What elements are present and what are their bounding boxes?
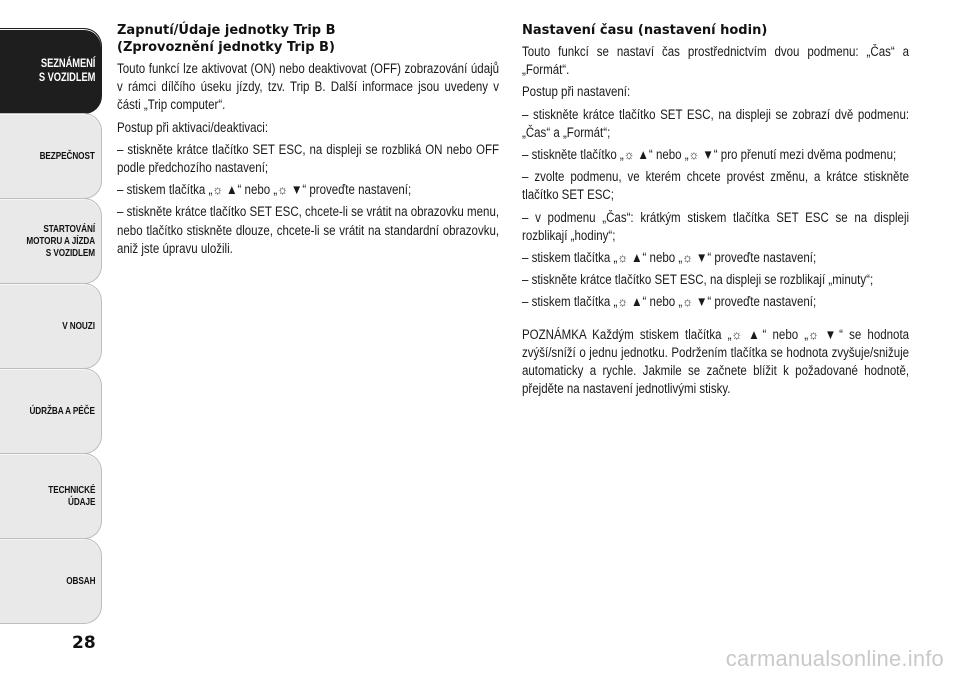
heading-line: Zapnutí/Údaje jednotky Trip B xyxy=(117,23,336,38)
heading-line: (Zprovoznění jednotky Trip B) xyxy=(117,40,335,55)
paragraph: Postup při nastavení: xyxy=(522,84,631,100)
paragraph: Touto funkcí se nastaví čas prostřednictvím dvou podmenu: „Čas“ a „Formát“. xyxy=(522,44,910,78)
section-heading-trip-b xyxy=(117,22,500,56)
chapter-sidebar xyxy=(0,28,102,623)
tab-seznameni-s-vozidlem[interactable] xyxy=(0,28,102,114)
left-column xyxy=(117,22,500,258)
watermark: carmanualsonline.info xyxy=(725,646,944,671)
page-number: 28 xyxy=(72,633,96,653)
paragraph: Postup při aktivaci/deaktivaci: xyxy=(117,119,269,135)
list-item: – stiskněte krátce tlačítko SET ESC, chcete-li se vrátit na obrazovku menu, nebo tlačítko stiskněte dlouze, chcete-li se vrátit na standardní obrazovku, aniž jste úpravu uložili. xyxy=(117,204,500,256)
list-item: – stiskněte tlačítko „☼ ▲“ nebo „☼ ▼“ pro přenutí mezi dvěma podmenu; xyxy=(522,147,897,163)
list-item: – stiskem tlačítka „☼ ▲“ nebo „☼ ▼“ proveďte nastavení; xyxy=(117,182,412,198)
list-item: – zvolte podmenu, ve kterém chcete provést změnu, a krátce stiskněte tlačítko SET ESC; xyxy=(522,169,910,203)
tab-label: ÚDRŽBA A PÉČE xyxy=(29,404,95,417)
right-column xyxy=(522,22,910,398)
list-item: – stiskem tlačítka „☼ ▲“ nebo „☼ ▼“ proveďte nastavení; xyxy=(522,250,817,266)
list-item: – stiskněte krátce tlačítko SET ESC, na displeji se rozblikají „minuty“; xyxy=(522,272,874,288)
note-paragraph: POZNÁMKA Každým stiskem tlačítka „☼ ▲“ nebo „☼ ▼“ se hodnota zvýší/sníží o jednu jednotku. Podržením tlačítka se hodnota zvyšuje/snižuje automaticky a rychle. Jakmile se začnete blížit k požadované hodnotě, přejděte na nastavení jednotlivými stisky. xyxy=(522,326,910,397)
tab-label: V NOUZI xyxy=(62,319,95,332)
paragraph: Touto funkcí lze aktivovat (ON) nebo deaktivovat (OFF) zobrazování údajů v rámci dílčího úseku jízdy, tzv. Trip B. Další informace jsou uvedeny v části „Trip computer“. xyxy=(117,61,500,113)
tab-label: OBSAH xyxy=(65,574,95,587)
tab-label: BEZPEČNOST xyxy=(39,149,95,162)
tab-startovani-motoru[interactable] xyxy=(0,198,102,284)
section-heading-clock: Nastavení času (nastavení hodin) xyxy=(522,23,768,38)
list-item: – stiskněte krátce tlačítko SET ESC, na displeji se rozbliká ON nebo OFF podle předchozího nastavení; xyxy=(117,141,500,176)
tab-technicke-udaje[interactable] xyxy=(0,453,102,539)
tab-label: SEZNÁMENÍ S VOZIDLEM xyxy=(38,56,95,84)
tab-bezpecnost[interactable] xyxy=(0,113,102,199)
tab-obsah[interactable] xyxy=(0,538,102,624)
tab-label: STARTOVÁNÍ MOTORU A JÍZDA S VOZIDLEM xyxy=(26,222,95,260)
list-item: – v podmenu „Čas“: krátkým stiskem tlačítka SET ESC se na displeji rozblikají „hodiny“; xyxy=(522,209,910,243)
tab-udrzba-a-pece[interactable] xyxy=(0,368,102,454)
list-item: – stiskněte krátce tlačítko SET ESC, na displeji se zobrazí dvě podmenu: „Čas“ a „Formát“; xyxy=(522,106,910,140)
tab-v-nouzi[interactable] xyxy=(0,283,102,369)
tab-label: TECHNICKÉ ÚDAJE xyxy=(47,483,95,508)
list-item: – stiskem tlačítka „☼ ▲“ nebo „☼ ▼“ proveďte nastavení; xyxy=(522,294,817,310)
